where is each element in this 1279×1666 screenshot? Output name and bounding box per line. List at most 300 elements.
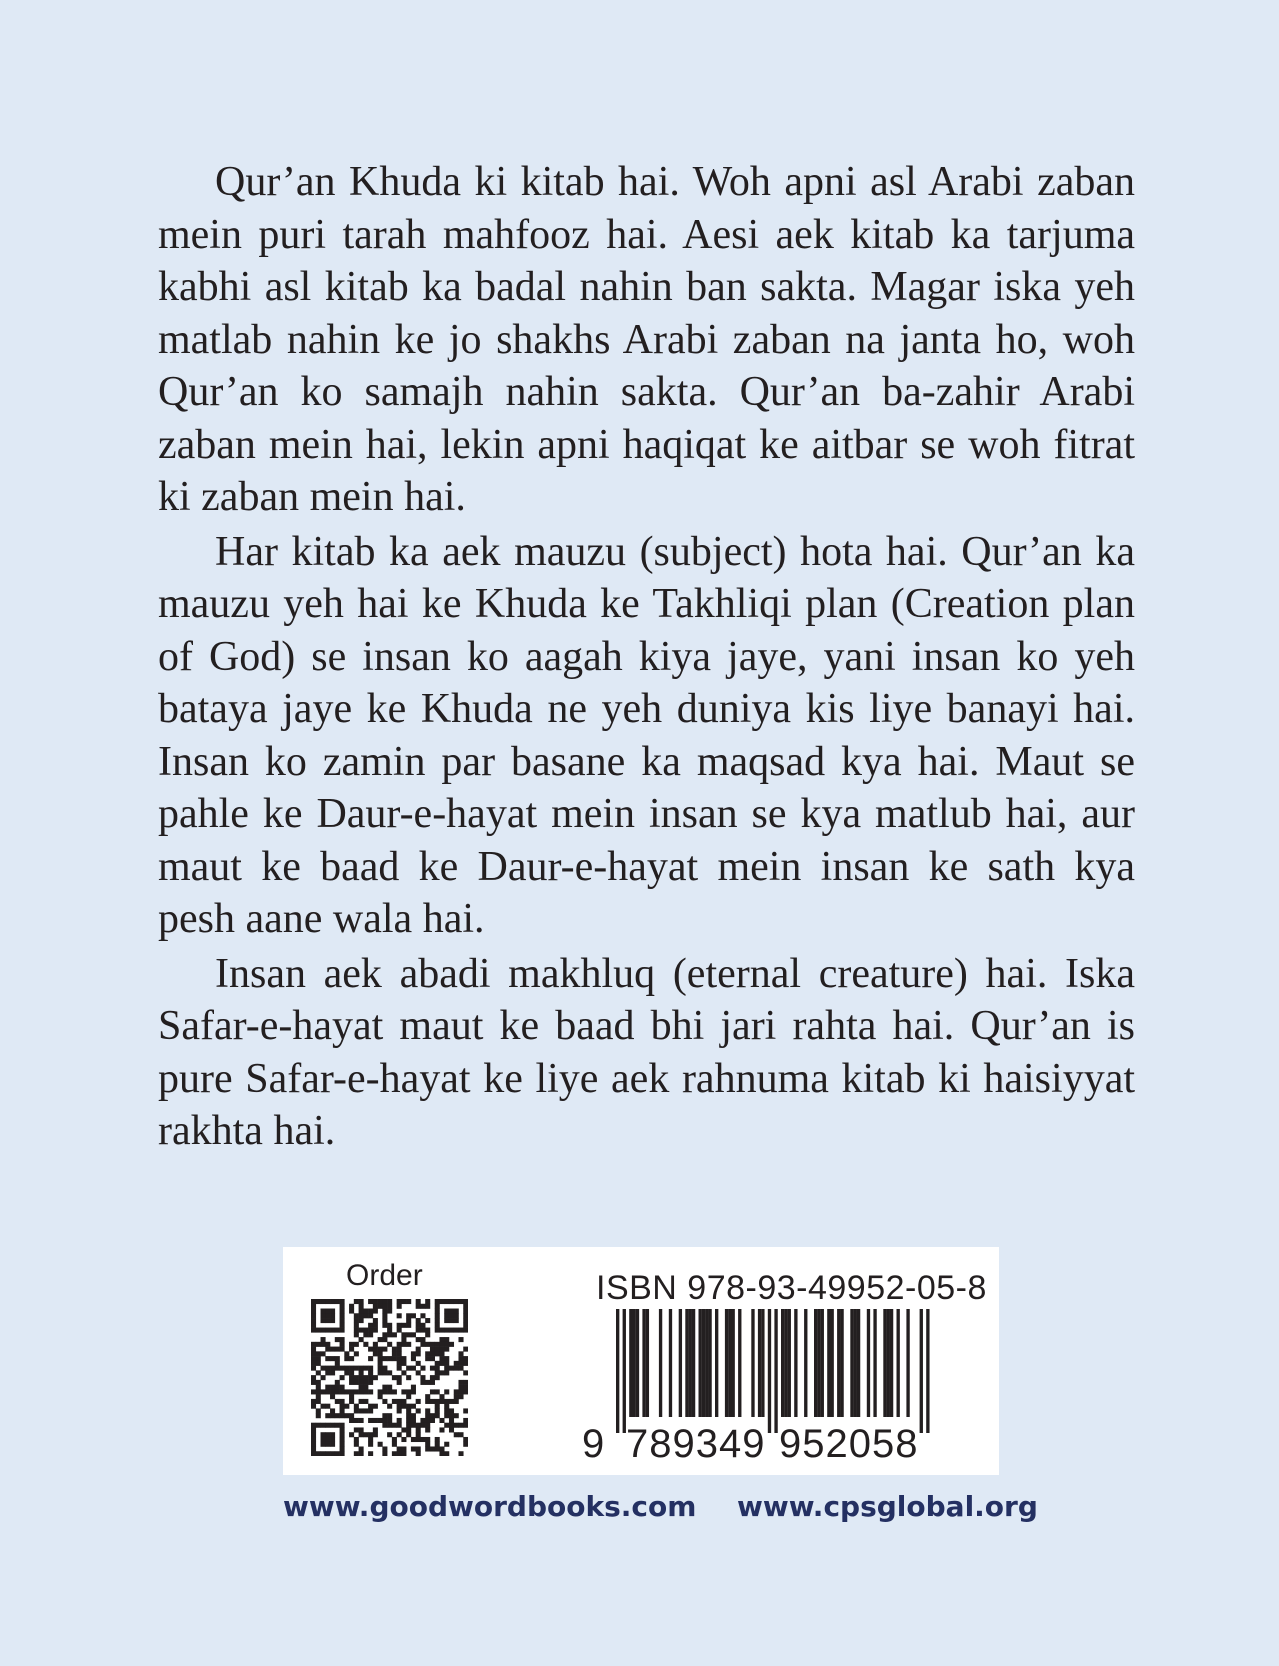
qr-module [359, 1313, 364, 1318]
qr-module [363, 1389, 368, 1394]
qr-module [354, 1323, 359, 1328]
qr-module [454, 1413, 459, 1418]
qr-module [325, 1404, 330, 1409]
qr-module [378, 1347, 383, 1352]
qr-module [416, 1427, 421, 1432]
qr-module [378, 1337, 383, 1342]
qr-module [387, 1323, 392, 1328]
qr-module [340, 1366, 345, 1371]
goodwordbooks-link[interactable]: www.goodwordbooks.com [283, 1490, 697, 1523]
paragraph-2: Har kitab ka aek mauzu (subject) hota hai. Qur’an ka mauzu yeh hai ke Khuda ke Takhliqi plan (Creation plan of God) se insan ko aagah kiya jaye, yani insan ko yeh bataya jaye ke Khuda ne yeh duniya kis liye banayi hai. Insan ko zamin par basane ka maqsad kya hai. Maut se pahle ke Daur-e-hayat mein insan se kya matlub hai, aur maut ke baad ke Daur-e-hayat mein insan ke sath kya pesh aane wala hai. [158, 528, 1135, 942]
qr-module [444, 1413, 449, 1418]
qr-module [340, 1446, 345, 1451]
qr-module [439, 1356, 444, 1361]
barcode-bar [814, 1309, 817, 1417]
qr-module [359, 1318, 364, 1323]
qr-module [359, 1385, 364, 1390]
barcode-bar [784, 1309, 787, 1417]
qr-module [449, 1418, 454, 1423]
qr-module [378, 1418, 383, 1423]
qr-module [444, 1404, 449, 1409]
qr-module [340, 1337, 345, 1342]
qr-module [359, 1432, 364, 1437]
qr-module [392, 1347, 397, 1352]
qr-module [430, 1399, 435, 1404]
qr-module [387, 1418, 392, 1423]
barcode-bar [646, 1309, 649, 1417]
qr-module [349, 1394, 354, 1399]
qr-module [425, 1442, 430, 1447]
qr-module [401, 1446, 406, 1451]
qr-module [397, 1323, 402, 1328]
qr-module [325, 1318, 330, 1323]
qr-module [449, 1342, 454, 1347]
qr-module [363, 1399, 368, 1404]
qr-module [454, 1309, 459, 1314]
qr-module [430, 1418, 435, 1423]
qr-module [439, 1342, 444, 1347]
qr-module [435, 1408, 440, 1413]
qr-module [340, 1309, 345, 1314]
qr-module [416, 1437, 421, 1442]
qr-module [359, 1337, 364, 1342]
qr-module [363, 1332, 368, 1337]
qr-module [354, 1375, 359, 1380]
qr-module [454, 1299, 459, 1304]
qr-module [430, 1351, 435, 1356]
qr-module [435, 1399, 440, 1404]
qr-module [363, 1385, 368, 1390]
qr-module [368, 1370, 373, 1375]
qr-module [435, 1342, 440, 1347]
qr-module [340, 1423, 345, 1428]
qr-module [330, 1370, 335, 1375]
barcode-bar [732, 1309, 735, 1417]
barcode-bar [794, 1309, 797, 1417]
qr-module [430, 1389, 435, 1394]
qr-module [397, 1351, 402, 1356]
qr-module [444, 1347, 449, 1352]
cpsglobal-link[interactable]: www.cpsglobal.org [737, 1490, 1038, 1523]
qr-module [397, 1380, 402, 1385]
qr-module [368, 1299, 373, 1304]
qr-module [444, 1356, 449, 1361]
qr-module [401, 1337, 406, 1342]
qr-module [373, 1309, 378, 1314]
qr-module [425, 1328, 430, 1333]
qr-module [340, 1399, 345, 1404]
qr-module [311, 1446, 316, 1451]
qr-module [316, 1451, 321, 1456]
qr-module [311, 1347, 316, 1352]
qr-module [311, 1375, 316, 1380]
qr-module [378, 1370, 383, 1375]
qr-module [349, 1380, 354, 1385]
qr-module [435, 1328, 440, 1333]
qr-module [463, 1437, 468, 1442]
qr-code-icon[interactable] [311, 1299, 468, 1456]
qr-module [311, 1427, 316, 1432]
qr-module [463, 1408, 468, 1413]
qr-module [435, 1389, 440, 1394]
qr-module [416, 1347, 421, 1352]
qr-module [373, 1304, 378, 1309]
qr-module [454, 1394, 459, 1399]
qr-module [463, 1309, 468, 1314]
qr-module [416, 1399, 421, 1404]
qr-module [373, 1328, 378, 1333]
qr-module [325, 1432, 330, 1437]
qr-module [330, 1394, 335, 1399]
qr-module [373, 1342, 378, 1347]
qr-module [359, 1304, 364, 1309]
qr-module [425, 1399, 430, 1404]
qr-module [340, 1323, 345, 1328]
qr-module [330, 1313, 335, 1318]
qr-module [463, 1304, 468, 1309]
back-cover-text [158, 156, 1135, 1160]
qr-module [435, 1351, 440, 1356]
qr-module [406, 1418, 411, 1423]
qr-module [321, 1328, 326, 1333]
qr-module [458, 1337, 463, 1342]
qr-module [349, 1370, 354, 1375]
qr-module [387, 1299, 392, 1304]
qr-module [325, 1370, 330, 1375]
qr-module [330, 1408, 335, 1413]
qr-module [349, 1399, 354, 1404]
qr-module [340, 1442, 345, 1447]
qr-module [340, 1299, 345, 1304]
qr-module [444, 1328, 449, 1333]
qr-module [321, 1375, 326, 1380]
qr-module [454, 1432, 459, 1437]
qr-module [425, 1351, 430, 1356]
qr-module [425, 1356, 430, 1361]
qr-module [454, 1313, 459, 1318]
qr-module [363, 1309, 368, 1314]
qr-module [359, 1408, 364, 1413]
qr-module [406, 1432, 411, 1437]
isbn-label: ISBN 978-93-49952-05-8 [596, 1269, 987, 1307]
qr-module [311, 1299, 316, 1304]
qr-module [444, 1370, 449, 1375]
qr-module [416, 1328, 421, 1333]
qr-module [435, 1313, 440, 1318]
qr-module [435, 1442, 440, 1447]
qr-module [406, 1413, 411, 1418]
qr-module [439, 1370, 444, 1375]
qr-module [316, 1408, 321, 1413]
qr-module [368, 1375, 373, 1380]
qr-module [349, 1413, 354, 1418]
qr-module [359, 1418, 364, 1423]
qr-module [330, 1385, 335, 1390]
qr-module [335, 1423, 340, 1428]
qr-module [378, 1351, 383, 1356]
qr-module [373, 1375, 378, 1380]
qr-module [425, 1380, 430, 1385]
qr-module [397, 1313, 402, 1318]
qr-module [416, 1432, 421, 1437]
qr-module [425, 1408, 430, 1413]
qr-module [378, 1361, 383, 1366]
qr-module [463, 1442, 468, 1447]
qr-module [444, 1342, 449, 1347]
qr-module [359, 1380, 364, 1385]
qr-module [435, 1304, 440, 1309]
qr-module [458, 1328, 463, 1333]
barcode-bar [633, 1309, 636, 1417]
qr-module [359, 1366, 364, 1371]
qr-module [330, 1413, 335, 1418]
qr-module [397, 1342, 402, 1347]
qr-module [325, 1413, 330, 1418]
qr-module [397, 1451, 402, 1456]
qr-module [449, 1413, 454, 1418]
qr-module [382, 1347, 387, 1352]
qr-module [416, 1304, 421, 1309]
qr-module [439, 1337, 444, 1342]
paragraph-1: Qur’an Khuda ki kitab hai. Woh apni asl Arabi zaban mein puri tarah mahfooz hai. Aesi aek kitab ka tarjuma kabhi asl kitab ka badal nahin ban sakta. Magar iska yeh matlab nahin ke jo shakhs Arabi zaban na janta ho, woh Qur’an ko samajh nahin sakta. Qur’an ba-zahir Arabi zaban mein hai, lekin apni haqiqat ke aitbar se woh fitrat ki zaban mein hai. [158, 159, 1135, 520]
qr-module [349, 1375, 354, 1380]
barcode-bar [768, 1309, 771, 1433]
barcode-bar [804, 1309, 807, 1417]
qr-module [363, 1313, 368, 1318]
qr-module [378, 1442, 383, 1447]
qr-module [340, 1437, 345, 1442]
qr-module [435, 1323, 440, 1328]
qr-module [430, 1375, 435, 1380]
qr-module [439, 1451, 444, 1456]
qr-module [416, 1323, 421, 1328]
qr-module [439, 1299, 444, 1304]
qr-module [411, 1404, 416, 1409]
qr-module [458, 1380, 463, 1385]
qr-module [449, 1299, 454, 1304]
barcode-bar [699, 1309, 702, 1417]
qr-module [406, 1342, 411, 1347]
qr-module [454, 1389, 459, 1394]
qr-module [321, 1404, 326, 1409]
barcode-bar [725, 1309, 728, 1417]
qr-module [444, 1442, 449, 1447]
qr-module [321, 1313, 326, 1318]
qr-module [397, 1328, 402, 1333]
qr-module [325, 1299, 330, 1304]
qr-module [368, 1437, 373, 1442]
qr-module [397, 1404, 402, 1409]
barcode-bar [758, 1309, 761, 1417]
qr-module [392, 1437, 397, 1442]
qr-module [359, 1375, 364, 1380]
qr-module [311, 1437, 316, 1442]
qr-module [321, 1451, 326, 1456]
qr-module [420, 1328, 425, 1333]
qr-module [382, 1423, 387, 1428]
qr-module [387, 1309, 392, 1314]
qr-module [463, 1313, 468, 1318]
qr-module [387, 1423, 392, 1428]
qr-module [344, 1404, 349, 1409]
barcode-bar [883, 1309, 886, 1417]
qr-module [397, 1347, 402, 1352]
qr-module [349, 1304, 354, 1309]
qr-module [316, 1399, 321, 1404]
qr-module [406, 1299, 411, 1304]
qr-module [425, 1418, 430, 1423]
qr-module [321, 1437, 326, 1442]
qr-module [387, 1370, 392, 1375]
qr-module [354, 1380, 359, 1385]
barcode-left-digits: 789349 [626, 1422, 766, 1465]
qr-module [382, 1366, 387, 1371]
qr-module [397, 1366, 402, 1371]
qr-module [325, 1347, 330, 1352]
qr-module [463, 1380, 468, 1385]
qr-module [321, 1318, 326, 1323]
qr-module [354, 1442, 359, 1447]
qr-module [316, 1394, 321, 1399]
qr-module [340, 1318, 345, 1323]
qr-module [458, 1432, 463, 1437]
qr-module [368, 1442, 373, 1447]
qr-module [420, 1366, 425, 1371]
qr-module [397, 1356, 402, 1361]
qr-module [354, 1318, 359, 1323]
qr-module [349, 1347, 354, 1352]
qr-module [392, 1442, 397, 1447]
qr-module [463, 1361, 468, 1366]
qr-module [397, 1399, 402, 1404]
qr-module [325, 1451, 330, 1456]
qr-module [340, 1451, 345, 1456]
qr-module [325, 1389, 330, 1394]
qr-module [311, 1304, 316, 1309]
qr-module [363, 1375, 368, 1380]
qr-module [401, 1451, 406, 1456]
qr-module [349, 1432, 354, 1437]
qr-module [416, 1337, 421, 1342]
qr-module [411, 1385, 416, 1390]
qr-module [416, 1451, 421, 1456]
qr-module [435, 1318, 440, 1323]
qr-module [373, 1427, 378, 1432]
qr-module [354, 1437, 359, 1442]
barcode-bar [702, 1309, 705, 1417]
barcode-bar [679, 1309, 682, 1417]
qr-module [439, 1418, 444, 1423]
qr-module [382, 1370, 387, 1375]
barcode-bar [623, 1309, 626, 1433]
qr-module [344, 1389, 349, 1394]
qr-module [316, 1328, 321, 1333]
qr-module [354, 1418, 359, 1423]
qr-module [368, 1347, 373, 1352]
qr-module [378, 1299, 383, 1304]
qr-module [354, 1404, 359, 1409]
qr-module [344, 1356, 349, 1361]
qr-module [420, 1375, 425, 1380]
qr-module [420, 1423, 425, 1428]
qr-module [387, 1432, 392, 1437]
qr-module [316, 1299, 321, 1304]
barcode-bar [906, 1309, 909, 1417]
qr-module [435, 1375, 440, 1380]
qr-module [416, 1423, 421, 1428]
qr-module [392, 1399, 397, 1404]
barcode-bar [854, 1309, 857, 1417]
qr-module [458, 1366, 463, 1371]
barcode-bar [873, 1309, 876, 1417]
qr-module [316, 1380, 321, 1385]
qr-module [373, 1432, 378, 1437]
qr-module [382, 1385, 387, 1390]
qr-module [311, 1328, 316, 1333]
qr-module [387, 1356, 392, 1361]
qr-module [392, 1351, 397, 1356]
barcode-bar [897, 1309, 900, 1417]
qr-module [463, 1299, 468, 1304]
qr-module [368, 1432, 373, 1437]
qr-module [311, 1432, 316, 1437]
qr-module [382, 1337, 387, 1342]
barcode-bar [738, 1309, 741, 1417]
qr-module [411, 1313, 416, 1318]
qr-module [435, 1446, 440, 1451]
qr-module [321, 1442, 326, 1447]
qr-module [359, 1309, 364, 1314]
qr-module [311, 1399, 316, 1404]
qr-module [411, 1418, 416, 1423]
qr-module [359, 1328, 364, 1333]
qr-module [406, 1318, 411, 1323]
qr-module [344, 1366, 349, 1371]
qr-module [449, 1318, 454, 1323]
qr-module [425, 1304, 430, 1309]
qr-module [425, 1342, 430, 1347]
qr-module [340, 1389, 345, 1394]
qr-module [458, 1356, 463, 1361]
qr-module [397, 1304, 402, 1309]
qr-module [335, 1451, 340, 1456]
qr-module [406, 1366, 411, 1371]
qr-module [363, 1380, 368, 1385]
barcode-bar [689, 1309, 692, 1417]
qr-module [444, 1399, 449, 1404]
qr-module [344, 1413, 349, 1418]
qr-module [449, 1408, 454, 1413]
qr-module [401, 1437, 406, 1442]
qr-module [325, 1442, 330, 1447]
qr-module [387, 1404, 392, 1409]
qr-module [363, 1366, 368, 1371]
qr-module [349, 1309, 354, 1314]
qr-module [316, 1423, 321, 1428]
qr-module [382, 1304, 387, 1309]
paragraph-3: Insan aek abadi makhluq (eternal creature) hai. Iska Safar-e-hayat maut ke baad bhi jari rahta hai. Qur’an is pure Safar-e-hayat ke liye aek rahnuma kitab ki haisiyyat rakhta hai. [158, 950, 1135, 1154]
qr-module [406, 1394, 411, 1399]
qr-module [363, 1342, 368, 1347]
qr-module [368, 1313, 373, 1318]
barcode-bar [817, 1309, 820, 1417]
qr-module [335, 1361, 340, 1366]
qr-module [316, 1342, 321, 1347]
barcode-bar [821, 1309, 824, 1417]
qr-module [401, 1399, 406, 1404]
qr-module [373, 1418, 378, 1423]
qr-module [420, 1304, 425, 1309]
